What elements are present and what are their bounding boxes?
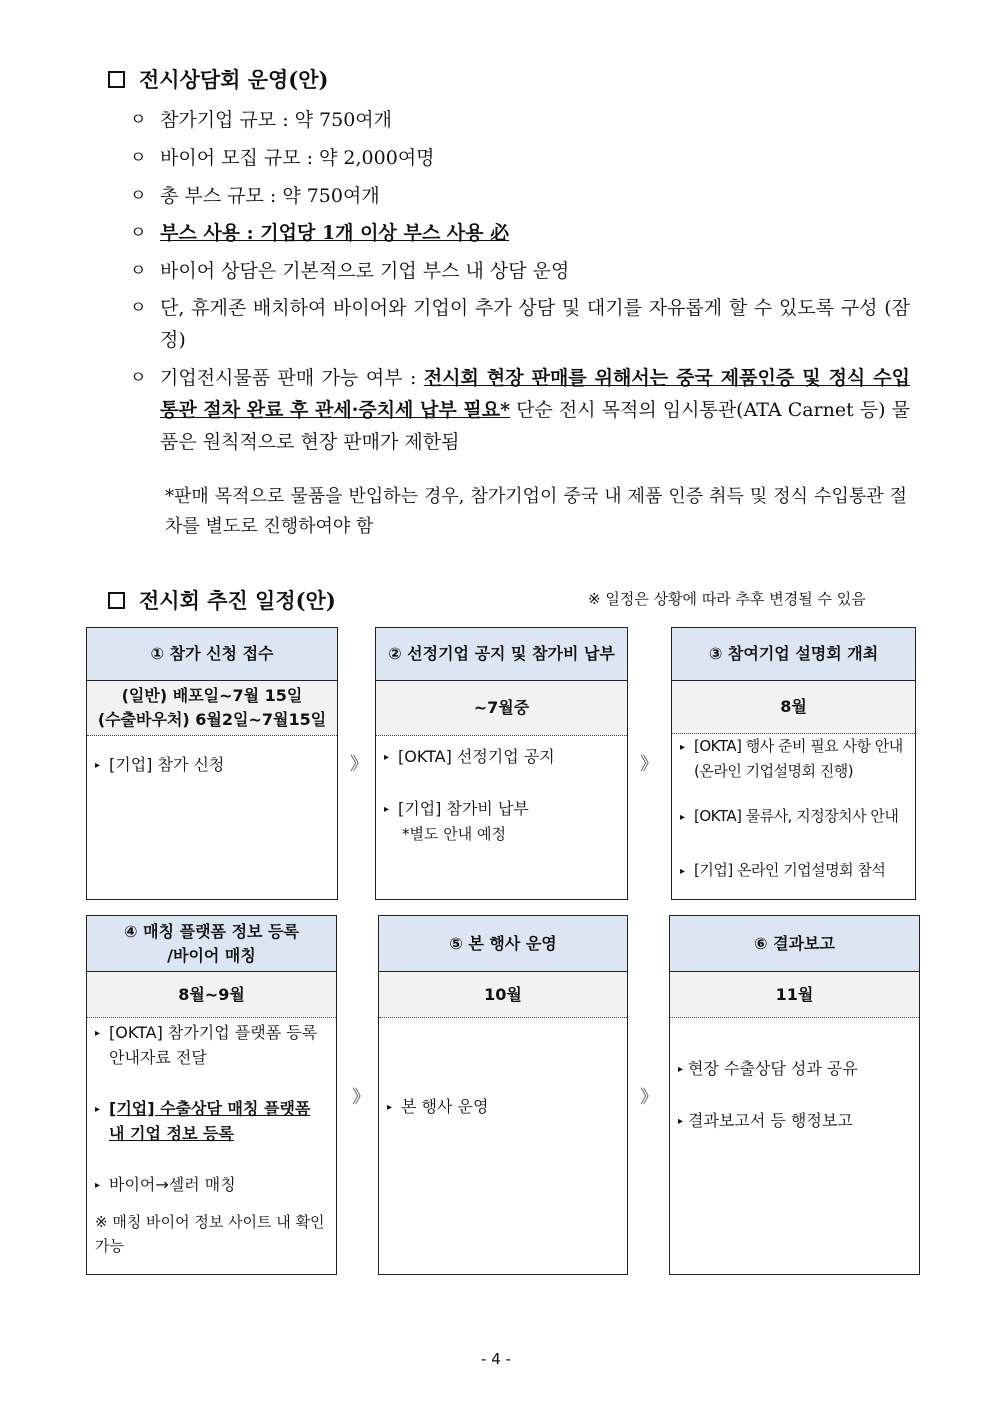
sales-note: *판매 목적으로 물품을 반입하는 경우, 참가기업이 중국 내 제품 인증 취득 및 정식 수입통관 절차를 별도로 진행하여야 함 [165, 486, 907, 537]
triangle-bullet-icon: ▸ [95, 760, 101, 771]
step-body [670, 1018, 919, 1134]
step-head: ⑥ 결과보고 [670, 916, 919, 972]
step-subnote: *별도 안내 예정 [402, 825, 506, 843]
step-item: ▸ [OKTA] 행사 준비 필요 사항 안내 (온라인 기업설명회 진행) [680, 734, 907, 784]
step-body [379, 1018, 627, 1120]
step-item: ▸ 현장 수출상담 성과 공유 [678, 1056, 911, 1082]
triangle-bullet-icon: ▸ [95, 1104, 101, 1115]
step-head: ① 참가 신청 접수 [87, 628, 337, 681]
triangle-bullet-icon: ▸ [387, 1102, 393, 1113]
triangle-bullet-icon: ▸ [95, 1028, 101, 1039]
list-item: ㅇ 단, 휴게존 배치하여 바이어와 기업이 추가 상담 및 대기를 자유롭게 할 수 있도록 구성 (잠정) [130, 297, 910, 351]
list-item: ㅇ 부스 사용 : 기업당 1개 이상 부스 사용 必 [130, 222, 510, 244]
arrow-icon: 》 [352, 1087, 370, 1108]
triangle-bullet-icon: ▸ [680, 866, 685, 877]
list-item: ㅇ 참가기업 규모 : 약 750여개 [130, 109, 393, 131]
triangle-bullet-icon: ▸ [384, 752, 390, 763]
step-item: ▸ [기업] 참가 신청 [95, 752, 329, 778]
triangle-bullet-icon: ▸ [678, 1064, 684, 1075]
arrow-icon: 》 [640, 754, 658, 775]
triangle-bullet-icon: ▸ [678, 1116, 684, 1127]
step-item: ▸ [기업] 참가비 납부 [384, 796, 619, 822]
checkbox-square-icon [108, 592, 125, 609]
step-box-5 [378, 915, 628, 1275]
list-item: ㅇ 바이어 상담은 기본적으로 기업 부스 내 상담 운영 [130, 260, 570, 282]
schedule-note: ※ 일정은 상황에 따라 추후 변경될 수 있음 [588, 590, 866, 608]
step-date: 11월 [670, 972, 919, 1018]
triangle-bullet-icon: ▸ [384, 804, 390, 815]
step-head: ⑤ 본 행사 운영 [379, 916, 627, 972]
step-subnote: ※ 매칭 바이어 정보 사이트 내 확인 가능 [95, 1213, 325, 1255]
step-date: 8월~9월 [87, 972, 336, 1018]
step-item: ▸ [OKTA] 선정기업 공지 [384, 744, 619, 770]
step-item: ▸ 본 행사 운영 [387, 1094, 619, 1120]
step-item: ▸ 결과보고서 등 행정보고 [678, 1108, 911, 1134]
step-item: ▸ [OKTA] 참가기업 플랫폼 등록 안내자료 전달 [95, 1020, 328, 1070]
step-body [87, 736, 337, 778]
page-number: - 4 - [481, 1350, 511, 1368]
checkbox-square-icon [108, 71, 125, 88]
step-body [376, 736, 627, 847]
step-item: ▸ [기업] 수출상담 매칭 플랫폼 내 기업 정보 등록 [95, 1096, 328, 1146]
step-head: ③ 참여기업 설명회 개최 [672, 628, 915, 681]
step-box-1 [86, 627, 338, 900]
step-box-4 [86, 915, 337, 1275]
step-item: ▸ 바이어→셀러 매칭 [95, 1172, 328, 1198]
section-title-schedule: 전시회 추진 일정(안) [108, 585, 336, 615]
arrow-icon: 》 [640, 1087, 658, 1108]
step-date: (일반) 배포일~7월 15일 (수출바우처) 6월2일~7월15일 [87, 681, 337, 736]
section-title-exhibition: 전시상담회 운영(안) [108, 64, 328, 94]
step-body [672, 734, 915, 884]
step-head: ④ 매칭 플랫폼 정보 등록 /바이어 매칭 [87, 916, 336, 972]
step-item: ▸ [기업] 온라인 기업설명회 참석 [680, 858, 907, 884]
triangle-bullet-icon: ▸ [680, 742, 685, 753]
step-body [87, 1018, 336, 1258]
step-box-2 [375, 627, 628, 900]
step-date: 10월 [379, 972, 627, 1018]
triangle-bullet-icon: ▸ [680, 812, 685, 823]
step-date: 8월 [672, 681, 915, 734]
list-item: ㅇ 총 부스 규모 : 약 750여개 [130, 185, 380, 207]
step-item: ▸ [OKTA] 물류사, 지정장치사 안내 [680, 804, 907, 830]
step-box-3 [671, 627, 916, 900]
step-head: ② 선정기업 공지 및 참가비 납부 [376, 628, 627, 681]
list-item: ㅇ 기업전시물품 판매 가능 여부 : 전시회 현장 판매를 위해서는 중국 제품인증 및 정식 수입통관 절차 완료 후 관세·증치세 납부 필요* 단순 전시 목적의 임시통관(ATA Carnet 등) 물품은 원칙적으로 현장 판매가 제한됨 [130, 367, 911, 453]
arrow-icon: 》 [350, 754, 368, 775]
triangle-bullet-icon: ▸ [95, 1180, 101, 1191]
list-item: ㅇ 바이어 모집 규모 : 약 2,000여명 [130, 147, 435, 169]
step-box-6 [669, 915, 920, 1275]
step-date: ~7월중 [376, 681, 627, 736]
